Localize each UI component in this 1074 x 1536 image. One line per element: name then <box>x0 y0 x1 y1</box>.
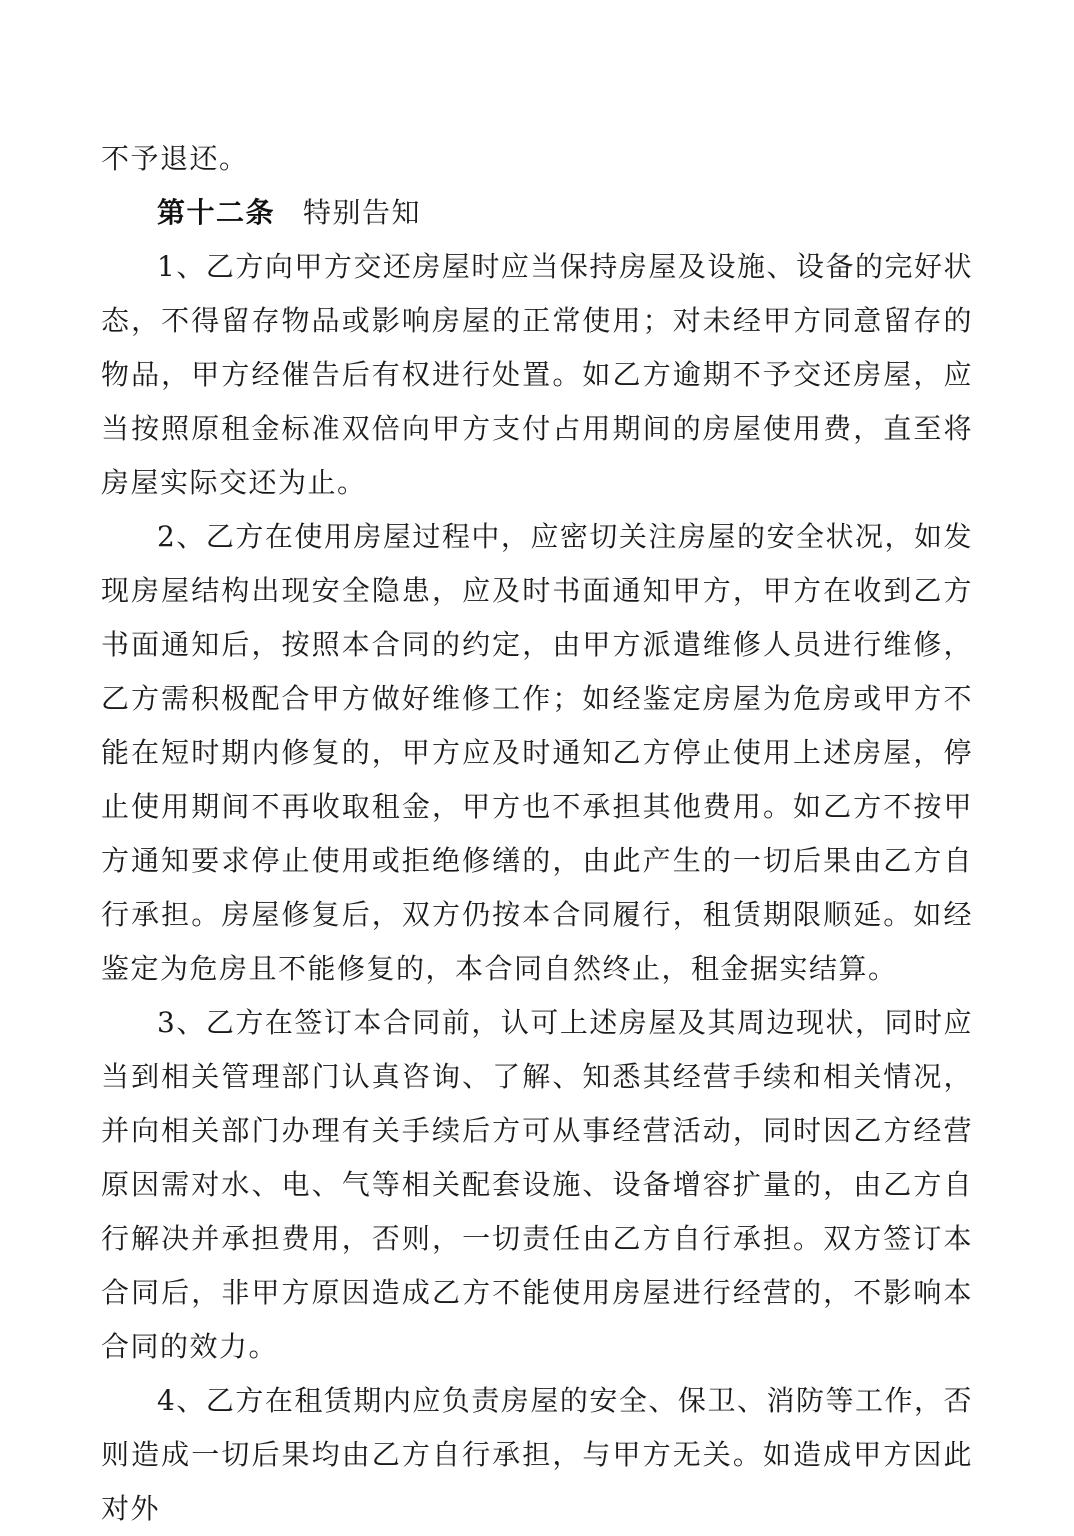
article-heading <box>101 186 973 240</box>
continuation-text: 不予退还。 <box>101 142 249 175</box>
clause-1: 1、乙方向甲方交还房屋时应当保持房屋及设施、设备的完好状态，不得留存物品或影响房屋的正常使用；对未经甲方同意留存的物品，甲方经催告后有权进行处置。如乙方逾期不予交还房屋，应当按照原租金标准双倍向甲方支付占用期间的房屋使用费，直至将房屋实际交还为止。 <box>101 250 973 499</box>
clause-3: 3、乙方在签订本合同前，认可上述房屋及其周边现状，同时应当到相关管理部门认真咨询、了解、知悉其经营手续和相关情况，并向相关部门办理有关手续后方可从事经营活动，同时因乙方经营原因需对水、电、气等相关配套设施、设备增容扩量的，由乙方自行解决并承担费用，否则，一切责任由乙方自行承担。双方签订本合同后，非甲方原因造成乙方不能使用房屋进行经营的，不影响本合同的效力。 <box>101 1006 973 1363</box>
clause-4: 4、乙方在租赁期内应负责房屋的安全、保卫、消防等工作，否则造成一切后果均由乙方自行承担，与甲方无关。如造成甲方因此对外 <box>101 1384 973 1525</box>
clause-2: 2、乙方在使用房屋过程中，应密切关注房屋的安全状况，如发现房屋结构出现安全隐患，应及时书面通知甲方，甲方在收到乙方书面通知后，按照本合同的约定，由甲方派遣维修人员进行维修，乙方需积极配合甲方做好维修工作；如经鉴定房屋为危房或甲方不能在短时期内修复的，甲方应及时通知乙方停止使用上述房屋，停止使用期间不再收取租金，甲方也不承担其他费用。如乙方不按甲方通知要求停止使用或拒绝修缮的，由此产生的一切后果由乙方自行承担。房屋修复后，双方仍按本合同履行，租赁期限顺延。如经鉴定为危房且不能修复的，本合同自然终止，租金据实结算。 <box>101 520 973 985</box>
article-number: 第十二条 <box>157 196 276 229</box>
article-title: 特别告知 <box>303 196 422 229</box>
contract-text <box>101 132 973 1536</box>
